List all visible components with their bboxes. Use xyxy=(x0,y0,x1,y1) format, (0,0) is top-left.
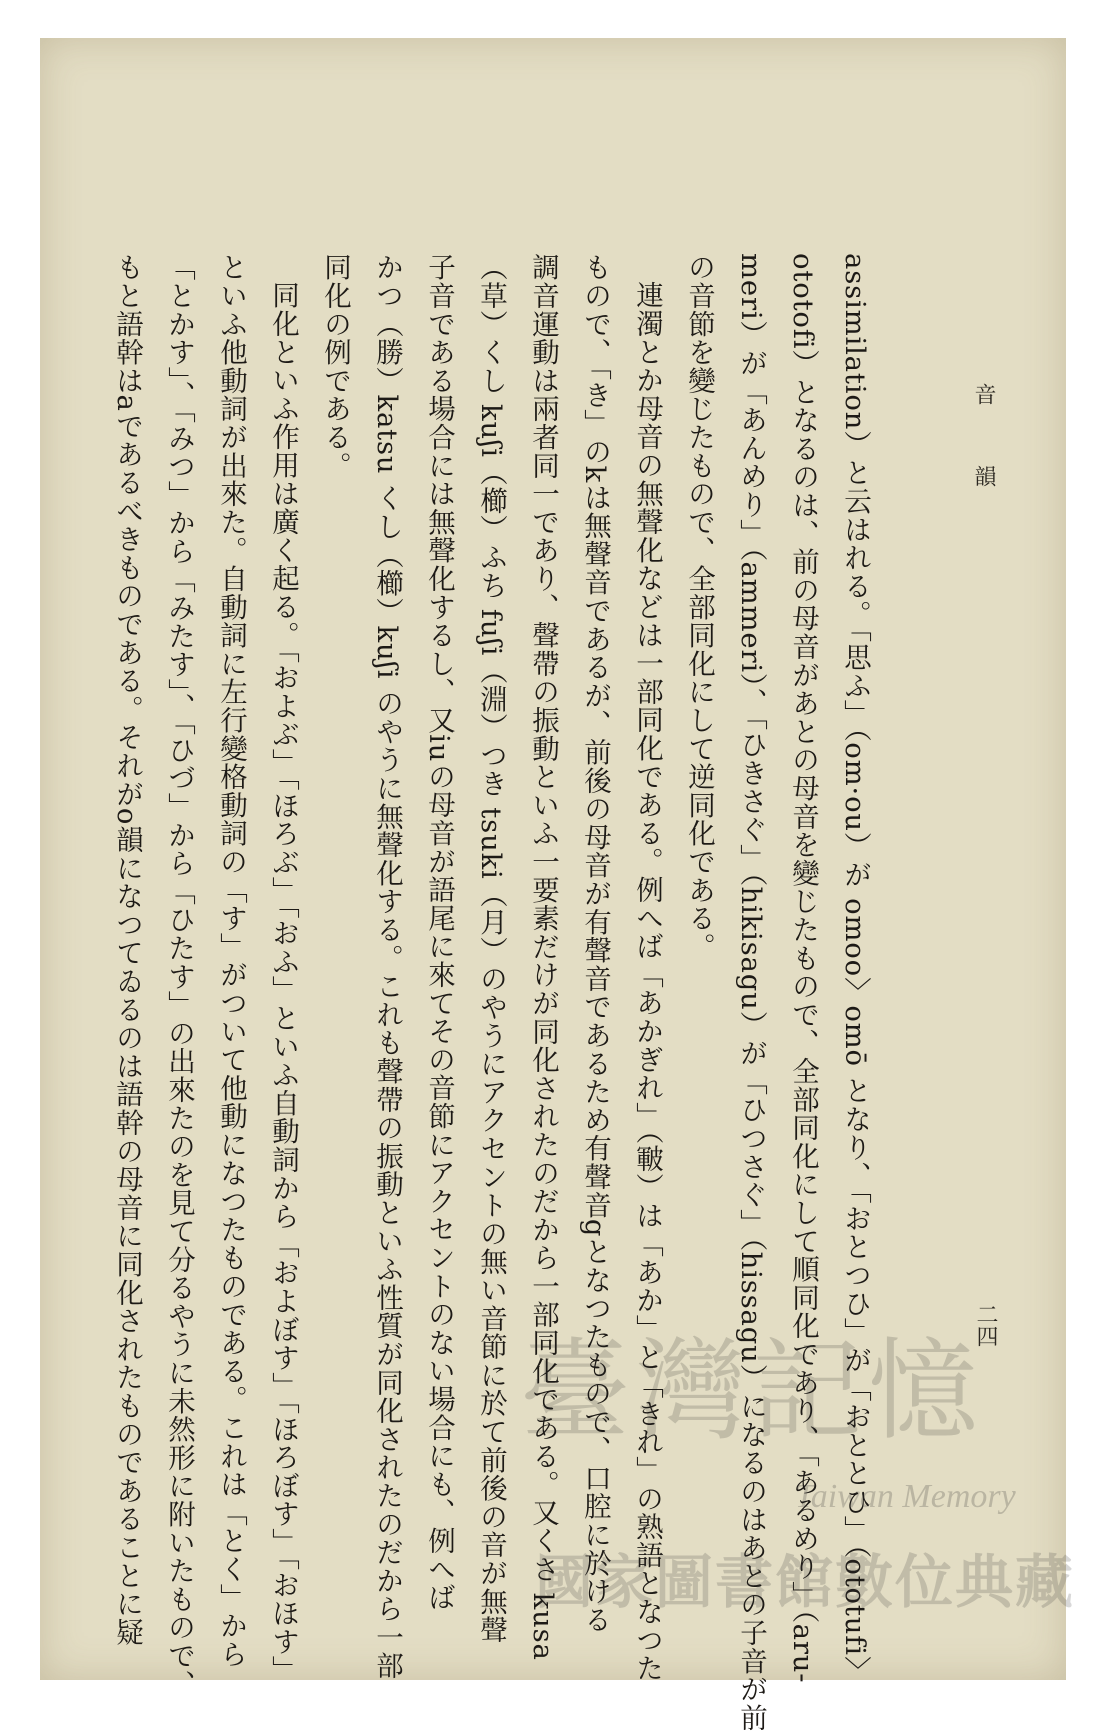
watermark-logo-title: 臺灣記憶 xyxy=(520,1327,984,1455)
text-line: meri）が「あんめり」（ammeri）、「ひきさぐ」（hikisagu）が「ひつさぐ」（hissagu）になるのはあとの子音が前 xyxy=(735,253,767,1732)
text-line: かつ（勝）katsu くし（櫛）kuʃi のやうに無聲化する。これも聲帶の振動といふ性質が同化されたのだから一部 xyxy=(371,253,403,1680)
text-line: assimilation）と云はれる。「思ふ」（om·ou）が omoo〉omō となり、「おとつひ」が「おととひ」（ototufi〉 xyxy=(839,253,871,1685)
text-line: 同化といふ作用は廣く起る。「およぶ」「ほろぶ」「おふ」といふ自動詞から「およぼす」「ほろぼす」「おほす」 xyxy=(267,281,299,1684)
running-head: 音韻 xyxy=(971,383,996,547)
text-line: 連濁とか母音の無聲化などは一部同化である。例へば「あかぎれ」（皸）は「あか」と「きれ」の熟語となつた xyxy=(631,281,663,1683)
watermark-institution: 國家圖書館數位典藏 xyxy=(535,1548,1076,1616)
scanned-book-page xyxy=(40,38,1076,1732)
text-line: といふ他動詞が出來た。自動詞に左行變格動詞の「す」がついて他動になつたものである。これは「とく」から xyxy=(215,253,247,1668)
text-line: （草）くし kuʃi（櫛）ふち fuʃi（淵）つき tsuki（月）のやうにアクセントの無い音節に於て前後の音が無聲 xyxy=(475,253,507,1644)
text-line: もと語幹はaであるべきものである。それがo韻になつてゐるのは語幹の母音に同化されたものであることに疑 xyxy=(111,253,143,1646)
text-line: 子音である場合には無聲化するし、又iuの母音が語尾に來てその音節にアクセントのない場合にも、例へば xyxy=(423,253,455,1612)
page-number: 二四 xyxy=(973,1303,998,1347)
body-text xyxy=(101,253,881,1732)
text-line: ototofi）となるのは、前の母音があとの母音を變じたもので、全部同化にして順同化であり、「あるめり」（aru- xyxy=(787,253,819,1684)
text-line: もので、「き」のkは無聲音であるが、前後の母音が有聲音であるため有聲音gとなつたもので、口腔に於ける xyxy=(579,253,611,1634)
watermark-logo-english: Taiwan Memory xyxy=(795,1478,1016,1515)
text-line: 調音運動は兩者同一であり、聲帶の振動といふ一要素だけが同化されたのだから一部同化である。又くさ kusa xyxy=(527,253,559,1661)
text-line: の音節を變じたもので、全部同化にして逆同化である。 xyxy=(683,253,715,961)
text-line: 同化の例である。 xyxy=(319,253,351,480)
text-line: 「とかす」、「みつ」から「みたす」、「ひづ」から「ひたす」の出來たのを見て分るやうに未然形に附いたもので、 xyxy=(163,253,195,1698)
